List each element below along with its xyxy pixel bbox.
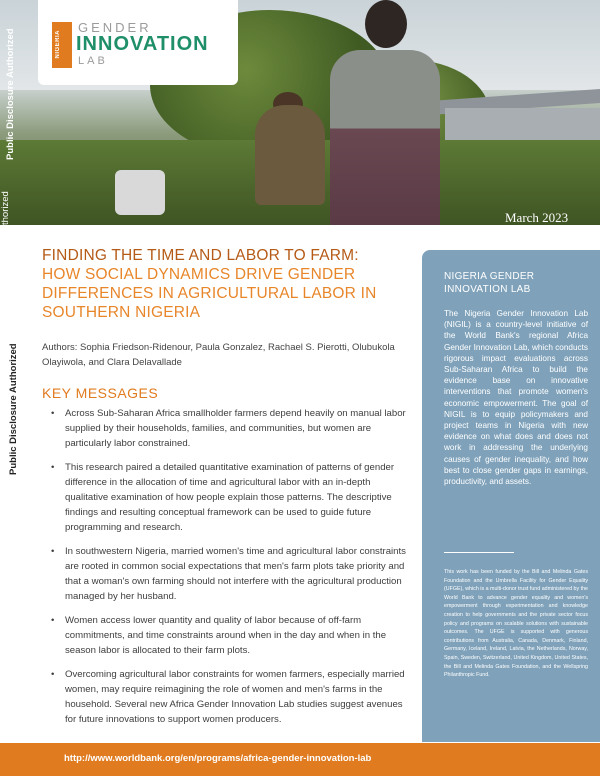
photo-person-standing-head [365,0,407,48]
authors: Authors: Sophia Friedson-Ridenour, Paula Gonzalez, Rachael S. Pierotti, Olubukola Olayiwola, and Clara Delavallade [42,342,395,368]
key-message: • Women access lower quantity and quality of labor because of off-farm commitments, and time constraints around when in the day and when in the season labor is allocated to their farm plots. [48,613,408,658]
key-message: • In southwestern Nigeria, married women's time and agricultural labor constraints are rooted in common social expectations that men's farm plots take priority and that a woman's own farming should not interfere with the agricultural production managed by her husband. [48,544,408,604]
key-messages-list [48,406,408,736]
publication-date: March 2023 [505,210,569,225]
document-title [42,246,412,322]
disclosure-label-fragment: thorized [0,191,11,225]
title-line-1: FINDING THE TIME AND LABOR TO FARM: [42,247,359,264]
logo-gender: GENDER [78,20,152,35]
key-messages-heading: KEY MESSAGES [42,385,159,401]
photo-bucket [115,170,165,215]
logo-country-tab [52,22,72,68]
logo-country: NIGERIA [55,30,61,59]
logo-lab: LAB [78,55,108,67]
key-message: • Across Sub-Saharan Africa smallholder farmers depend heavily on manual labor supplied by their households, families, and communities, but women are particularly labor constrained. [48,406,408,451]
key-message: • Overcoming agricultural labor constraints for women farmers, especially married women, may require reimagining the role of women and men's farms in the household. Several new Africa Gender Innovation Lab studies suggest avenues for future innovations to support women producers. [48,667,408,727]
sidebar-divider [444,552,514,553]
disclosure-label-top: Public Disclosure Authorized [5,28,16,160]
key-message: • This research paired a detailed quantitative examination of patterns of gender difference in the allocation of time and agricultural labor with an in-depth qualitative examination of how people explain those patterns. The descriptive findings and resulting conceptual framework can be used to guide future programming and research. [48,460,408,535]
sidebar-body: The Nigeria Gender Innovation Lab (NIGIL) is a country-level initiative of the World Bank's regional Africa Gender Innovation Lab, which conducts rigorous impact evaluations across Sub-Saharan Africa to build the evidence base on innovative interventions that promote women's economic empowerment. The goal of NIGIL is to equip policymakers and project teams in Nigeria with new evidence on what does and does not work in addressing the underlying causes of gender inequality, and how best to close gender gaps in earnings, productivity, and assets. [444,309,588,487]
photo-person-seated [255,105,325,205]
logo [38,0,238,85]
logo-innovation: INNOVATION [76,33,209,55]
sidebar-funding-note: This work has been funded by the Bill and Melinda Gates Foundation and the Umbrella Facility for Gender Equality (UFGE), which is a multi-donor trust fund administered by the World Bank to advance gender equality and women's empowerment through experimentation and knowledge creation to help governments and the private sector focus policy and programs on scalable solutions with sustainable outcomes. The UFGE is supported with generous contributions from Australia, Canada, Denmark, Finland, Germany, Iceland, Ireland, Latvia, the Netherlands, Norway, Spain, Sweden, Switzerland, United Kingdom, United States, the Bill and Melinda Gates Foundation, and the Wellspring Philanthropic Fund. [444,569,588,679]
disclosure-label-middle: Public Disclosure Authorized [8,343,19,475]
sidebar-panel [422,250,600,742]
photo-person-standing [330,50,440,225]
title-line-2: HOW SOCIAL DYNAMICS DRIVE GENDER DIFFERENCES IN AGRICULTURAL LABOR IN SOUTHERN NIGERIA [42,266,377,321]
sidebar-title: NIGERIA GENDER INNOVATION LAB [444,271,535,295]
footer-url-link[interactable]: http://www.worldbank.org/en/programs/africa-gender-innovation-lab [64,753,372,764]
hero-photo [0,0,600,225]
footer-bar [0,743,600,776]
